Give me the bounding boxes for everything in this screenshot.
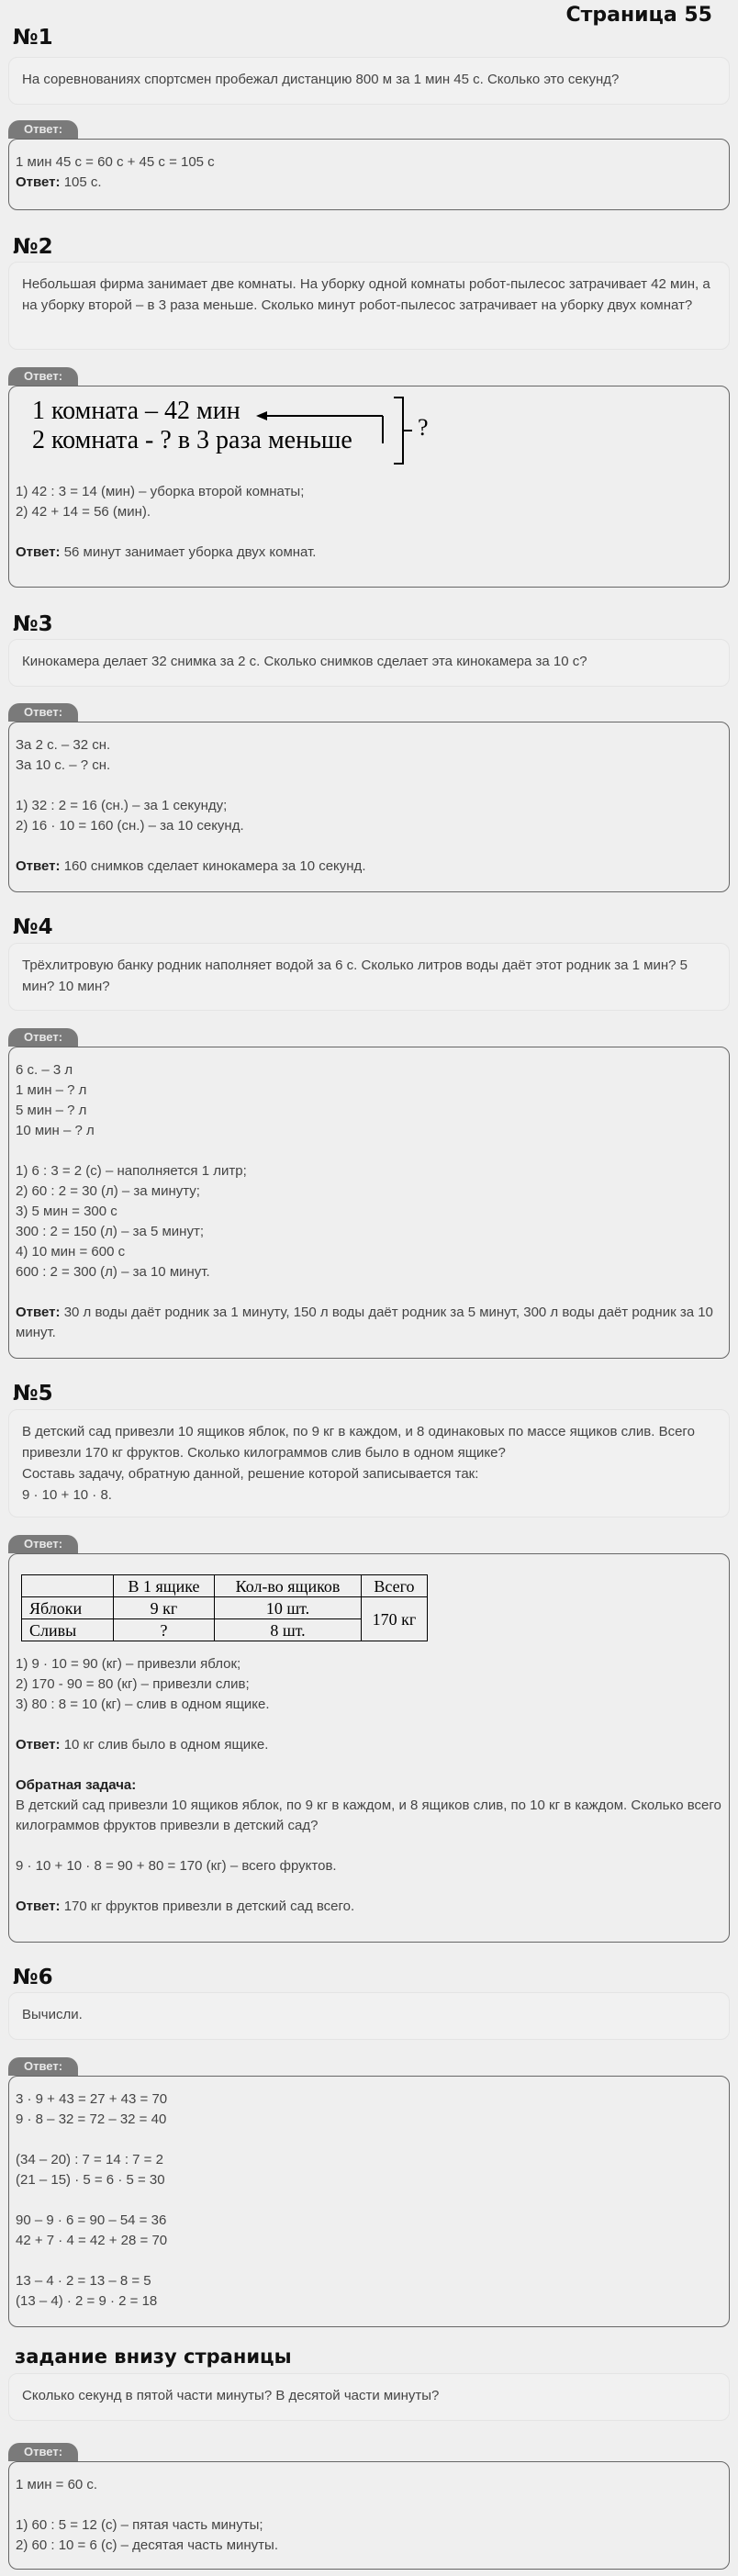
answer-label: Ответ:: [16, 1737, 61, 1753]
answer-label: Ответ:: [16, 1305, 61, 1320]
solution-line: 2) 60 : 10 = 6 (с) – десятая часть минуты.: [16, 2537, 279, 2553]
inverse-title: Обратная задача:: [16, 1777, 137, 1793]
answer-label: Ответ:: [16, 858, 61, 874]
answer-tag: Ответ:: [8, 703, 78, 722]
solution-line: 1) 60 : 5 = 12 (с) – пятая часть минуты;: [16, 2517, 263, 2533]
solution-line: 1 мин = 60 с.: [16, 2477, 98, 2492]
solution-line: 4) 10 мин = 600 с: [16, 1244, 126, 1260]
task-number: №1: [13, 26, 53, 50]
solution-line: 1 мин – ? л: [16, 1082, 87, 1098]
solution-line: 1) 42 : 3 = 14 (мин) – уборка второй комнаты;: [16, 484, 305, 499]
answer-box: [8, 2461, 730, 2570]
solution-line: 1) 6 : 3 = 2 (с) – наполняется 1 литр;: [16, 1163, 247, 1179]
question-box: [8, 943, 730, 1011]
answer-text: 56 минут занимает уборка двух комнат.: [63, 544, 317, 560]
solution-line: [16, 2251, 722, 2271]
inverse-solution: 9 · 10 + 10 · 8 = 90 + 80 = 170 (кг) – всего фруктов.: [16, 1858, 337, 1874]
solution-line: [16, 1141, 722, 1161]
answer-tag: Ответ:: [8, 1535, 78, 1553]
solution-line: 3) 80 : 8 = 10 (кг) – слив в одном ящике.: [16, 1697, 270, 1712]
task-number: №4: [13, 915, 53, 939]
solution-line: [16, 2130, 722, 2150]
solution-line: 90 – 9 · 6 = 90 – 54 = 36: [16, 2212, 167, 2228]
solution-line: 1 мин 45 с = 60 с + 45 с = 105 с: [16, 154, 215, 170]
solution-line: 600 : 2 = 300 (л) – за 10 минут.: [16, 1264, 210, 1280]
answer-tag: Ответ:: [8, 2443, 78, 2461]
answer-box: [8, 722, 730, 892]
answer-line: [16, 857, 722, 877]
solution-line: За 2 с. – 32 сн.: [16, 737, 111, 753]
solution-line: (34 – 20) : 7 = 14 : 7 = 2: [16, 2152, 163, 2167]
answer-line: [16, 1303, 722, 1343]
solution-line: 1) 32 : 2 = 16 (сн.) – за 1 секунду;: [16, 798, 228, 813]
solution-line: 300 : 2 = 150 (л) – за 5 минут;: [16, 1224, 204, 1239]
question-text: Составь задачу, обратную данной, решение которой записывается так:: [22, 1466, 479, 1482]
answer-line: [16, 173, 722, 193]
answer-line: [16, 543, 722, 563]
inverse-text: В детский сад привезли 10 ящиков яблок, по 9 кг в каждом, и 8 ящиков слив, по 10 кг в каждом. Сколько всего килограммов фруктов привезли в детский сад?: [16, 1798, 721, 1833]
solution-line: 42 + 7 · 4 = 42 + 28 = 70: [16, 2233, 168, 2248]
table-cell: Яблоки: [22, 1597, 114, 1619]
diagram-question-mark: ?: [418, 414, 429, 441]
solution-line: 2) 60 : 2 = 30 (л) – за минуту;: [16, 1183, 200, 1199]
answer-text: 160 снимков сделает кинокамера за 10 секунд.: [63, 858, 366, 874]
page-title: Страница 55: [565, 4, 712, 27]
question-text: 9 · 10 + 10 · 8.: [22, 1487, 112, 1503]
solution-line: 1) 9 · 10 = 90 (кг) – привезли яблок;: [16, 1656, 241, 1672]
solution-line: 2) 16 · 10 = 160 (сн.) – за 10 секунд.: [16, 818, 244, 834]
diagram-row-2: 2 комната - ? в 3 раза меньше: [32, 426, 352, 454]
solution-line: 3) 5 мин = 300 с: [16, 1204, 117, 1219]
task-number: №6: [13, 1966, 53, 1989]
task-number: №5: [13, 1382, 53, 1406]
answer-label: Ответ:: [16, 544, 61, 560]
table-cell: Сливы: [22, 1619, 114, 1641]
question-box: [8, 262, 730, 350]
table-header: Кол-во ящиков: [215, 1575, 362, 1597]
question-box: [8, 639, 730, 687]
solution-line: [16, 2495, 722, 2515]
solution-line: 13 – 4 · 2 = 13 – 8 = 5: [16, 2273, 151, 2289]
answer-tag: Ответ:: [8, 120, 78, 139]
table-cell: ?: [114, 1619, 215, 1641]
answer-box: [8, 1047, 730, 1359]
table-header: В 1 ящике: [114, 1575, 215, 1597]
task-number: №3: [13, 612, 53, 636]
arrow-head: [256, 411, 267, 420]
question-box: [8, 1992, 730, 2040]
solution-line: 3 · 9 + 43 = 27 + 43 = 70: [16, 2091, 168, 2107]
data-table: [21, 1574, 428, 1641]
answer-text: 10 кг слив было в одном ящике.: [63, 1737, 269, 1753]
solution-line: [16, 2190, 722, 2211]
brace: [394, 398, 412, 464]
task-number: задание внизу страницы: [15, 2346, 292, 2368]
solution-line: (13 – 4) · 2 = 9 · 2 = 18: [16, 2293, 158, 2309]
answer-tag: Ответ:: [8, 1028, 78, 1047]
answer-box: [8, 1553, 730, 1943]
solution-line: 2) 170 - 90 = 80 (кг) – привезли слив;: [16, 1676, 250, 1692]
solution-line: За 10 с. – ? сн.: [16, 757, 111, 773]
problem-diagram: [16, 390, 722, 482]
solution-line: 5 мин – ? л: [16, 1103, 87, 1118]
question-text: В детский сад привезли 10 ящиков яблок, по 9 кг в каждом, и 8 одинаковых по массе ящиков слив. Всего привезли 170 кг фруктов. Сколько килограммов слив было в одном ящике?: [22, 1424, 695, 1461]
table-total: 170 кг: [362, 1597, 428, 1641]
table-cell: 9 кг: [114, 1597, 215, 1619]
question-text: Трёхлитровую банку родник наполняет водой за 6 с. Сколько литров воды даёт этот родник за 1 мин? 5 мин? 10 мин?: [22, 958, 688, 994]
question-text: Вычисли.: [22, 2007, 83, 2022]
question-text: На соревнованиях спортсмен пробежал дистанцию 800 м за 1 мин 45 с. Сколько это секунд?: [22, 72, 620, 87]
answer-text: 30 л воды даёт родник за 1 минуту, 150 л воды даёт родник за 5 минут, 300 л воды даёт родник за 10 минут.: [16, 1305, 713, 1340]
answer-text: 105 с.: [63, 174, 102, 190]
table-cell: 10 шт.: [215, 1597, 362, 1619]
solution-line: 9 · 8 – 32 = 72 – 32 = 40: [16, 2111, 167, 2127]
answer-box: [8, 139, 730, 210]
solution-line: 10 мин – ? л: [16, 1123, 95, 1138]
question-box: [8, 2373, 730, 2421]
answer-label: Ответ:: [16, 174, 61, 190]
task-number: №2: [13, 235, 53, 259]
diagram-arrows: [16, 390, 438, 482]
table-header: Всего: [362, 1575, 428, 1597]
question-text: Небольшая фирма занимает две комнаты. На уборку одной комнаты робот-пылесос затрачивает 42 мин, а на уборку второй – в 3 раза меньше. Сколько минут робот-пылесос затрачивает на уборку двух комнат?: [22, 276, 710, 313]
answer-line: [16, 1897, 722, 1917]
table-header: [22, 1575, 114, 1597]
question-text: Сколько секунд в пятой части минуты? В десятой части минуты?: [22, 2388, 440, 2403]
solution-line: (21 – 15) · 5 = 6 · 5 = 30: [16, 2172, 165, 2188]
solution-line: [16, 776, 722, 796]
answer-line: [16, 1735, 722, 1755]
question-box: [8, 1409, 730, 1518]
table-cell: 8 шт.: [215, 1619, 362, 1641]
answer-label: Ответ:: [16, 1898, 61, 1914]
answer-tag: Ответ:: [8, 2057, 78, 2076]
solution-line: 6 с. – 3 л: [16, 1062, 73, 1078]
solution-line: 2) 42 + 14 = 56 (мин).: [16, 504, 151, 520]
answer-box: [8, 2076, 730, 2327]
answer-tag: Ответ:: [8, 367, 78, 386]
diagram-row-1: 1 комната – 42 мин: [32, 397, 240, 425]
answer-box: [8, 386, 730, 588]
question-text: Кинокамера делает 32 снимка за 2 с. Сколько снимков сделает эта кинокамера за 10 с?: [22, 654, 587, 669]
question-box: [8, 57, 730, 105]
answer-text: 170 кг фруктов привезли в детский сад всего.: [63, 1898, 355, 1914]
